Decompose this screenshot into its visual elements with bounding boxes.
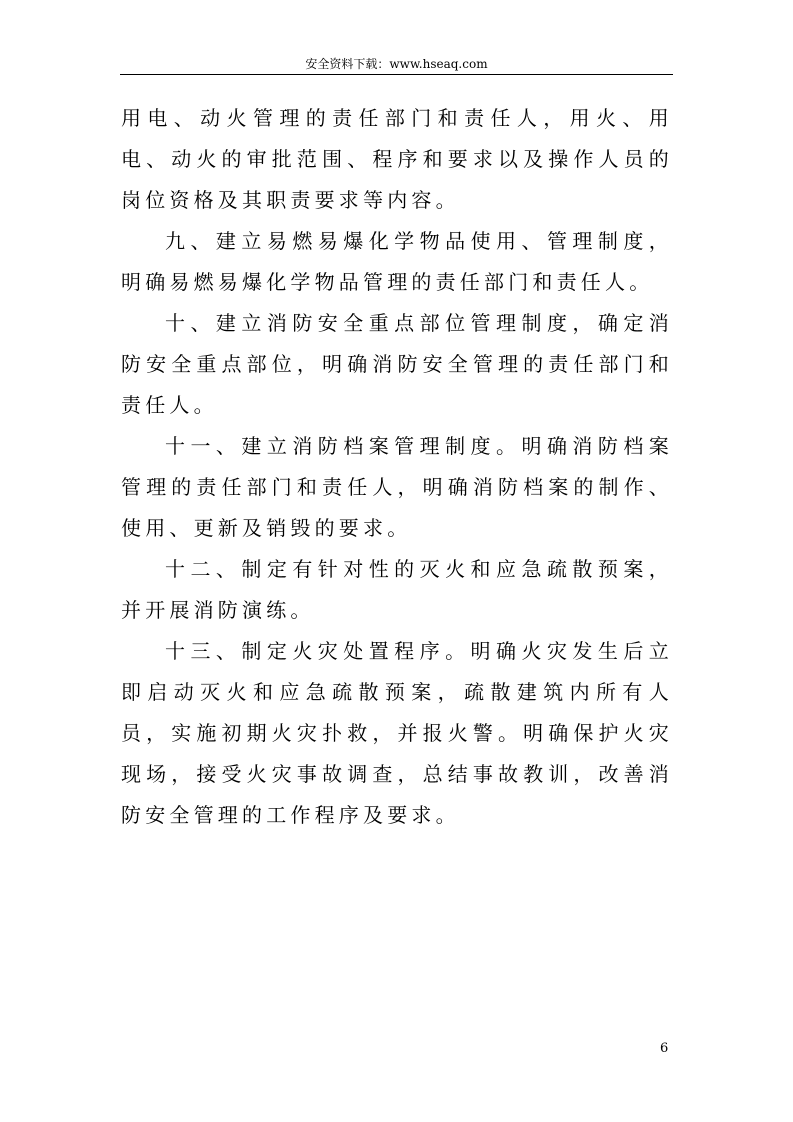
document-body bbox=[121, 98, 673, 836]
paragraph-item-12: 十二、制定有针对性的灭火和应急疏散预案，并开展消防演练。 bbox=[121, 557, 673, 622]
paragraph-item-13: 十三、制定火灾处置程序。明确火灾发生后立即启动灭火和应急疏散预案，疏散建筑内所有人员，实施初期火灾扑救，并报火警。明确保护火灾现场，接受火灾事故调查，总结事故教训，改善消防安全管理的工作程序及要求。 bbox=[121, 639, 673, 827]
header-text: 安全资料下载：www.hseaq.com bbox=[305, 57, 488, 71]
paragraph-continued: 用电、动火管理的责任部门和责任人，用火、用电、动火的审批范围、程序和要求以及操作人员的岗位资格及其职责要求等内容。 bbox=[121, 106, 673, 212]
paragraph-item-10: 十、建立消防安全重点部位管理制度，确定消防安全重点部位，明确消防安全管理的责任部门和责任人。 bbox=[121, 311, 673, 417]
paragraph-item-11: 十一、建立消防档案管理制度。明确消防档案管理的责任部门和责任人，明确消防档案的制作、使用、更新及销毁的要求。 bbox=[121, 434, 673, 540]
page-number: 6 bbox=[660, 1041, 669, 1056]
paragraph-item-9: 九、建立易燃易爆化学物品使用、管理制度，明确易燃易爆化学物品管理的责任部门和责任人。 bbox=[121, 229, 673, 294]
page-header bbox=[120, 56, 673, 75]
